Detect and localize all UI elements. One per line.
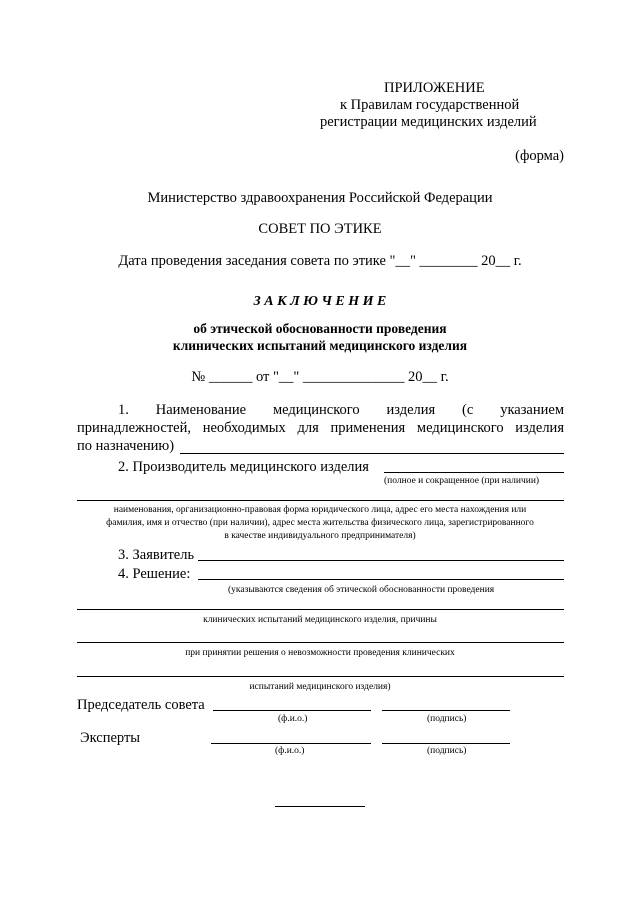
item-4-field-3[interactable] [77,642,564,643]
item-2-hint-2: наименования, организационно-правовая форма юридического лица, адрес его места нахождения или [113,505,527,515]
document-subtitle-2: клинических испытаний медицинского изделия [172,338,468,353]
appendix-line-3: регистрации медицинских изделий [320,114,537,130]
item-4-label: 4. Решение: [118,566,191,582]
appendix-title: ПРИЛОЖЕНИЕ [384,80,485,96]
chair-label: Председатель совета [77,697,205,713]
item-4-hint-2: клинических испытаний медицинского изделия, причины [203,615,437,625]
item-1-field[interactable] [180,453,564,454]
appendix-line-2: к Правилам государственной [340,97,520,113]
item-2-label: 2. Производитель медицинского изделия [118,459,369,475]
item-2-field[interactable] [384,472,564,473]
experts-fio-field[interactable] [211,743,371,744]
item-4-field[interactable] [198,579,564,580]
item-3-label: 3. Заявитель [118,547,195,563]
experts-signature-hint: (подпись) [427,746,467,756]
council-name: СОВЕТ ПО ЭТИКЕ [258,221,382,237]
item-2-hint-4: в качестве индивидуального предпринимателя) [224,531,416,541]
item-2-hint-3: фамилия, имя и отчество (при наличии), адрес места жительства физического лица, зарегистрированного [106,518,534,528]
experts-fio-hint: (ф.и.о.) [275,746,305,756]
item-4-field-2[interactable] [77,609,564,610]
item-1-line-2: принадлежностей, необходимых для применения медицинского изделия [77,420,564,436]
experts-signature-field[interactable] [382,743,510,744]
document-number-line: № ______ от "__" ______________ 20__ г. [191,369,449,385]
document-subtitle-1: об этической обоснованности проведения [193,321,447,336]
item-4-hint-4: испытаний медицинского изделия) [249,682,391,692]
item-4-field-4[interactable] [77,676,564,677]
chair-signature-field[interactable] [382,710,510,711]
chair-fio-hint: (ф.и.о.) [278,714,308,724]
item-1-line-3: по назначению) [77,438,175,454]
ministry-name: Министерство здравоохранения Российской Федерации [147,190,493,206]
meeting-date-line: Дата проведения заседания совета по этике "__" ________ 20__ г. [118,253,522,269]
form-label: (форма) [515,148,564,164]
experts-label: Эксперты [80,730,141,746]
item-3-field[interactable] [198,560,564,561]
item-2-hint-1: (полное и сокращенное (при наличии) [384,476,540,486]
item-1-line-1: 1. Наименование медицинского изделия (с указанием [118,402,564,418]
item-2-field-2[interactable] [77,500,564,501]
item-4-hint-3: при принятии решения о невозможности проведения клинических [185,648,455,658]
chair-signature-hint: (подпись) [427,714,467,724]
document-title: З А К Л Ю Ч Е Н И Е [253,294,387,309]
footnote-separator [275,806,365,807]
chair-fio-field[interactable] [213,710,371,711]
item-4-hint-1: (указываются сведения об этической обоснованности проведения [228,585,495,595]
